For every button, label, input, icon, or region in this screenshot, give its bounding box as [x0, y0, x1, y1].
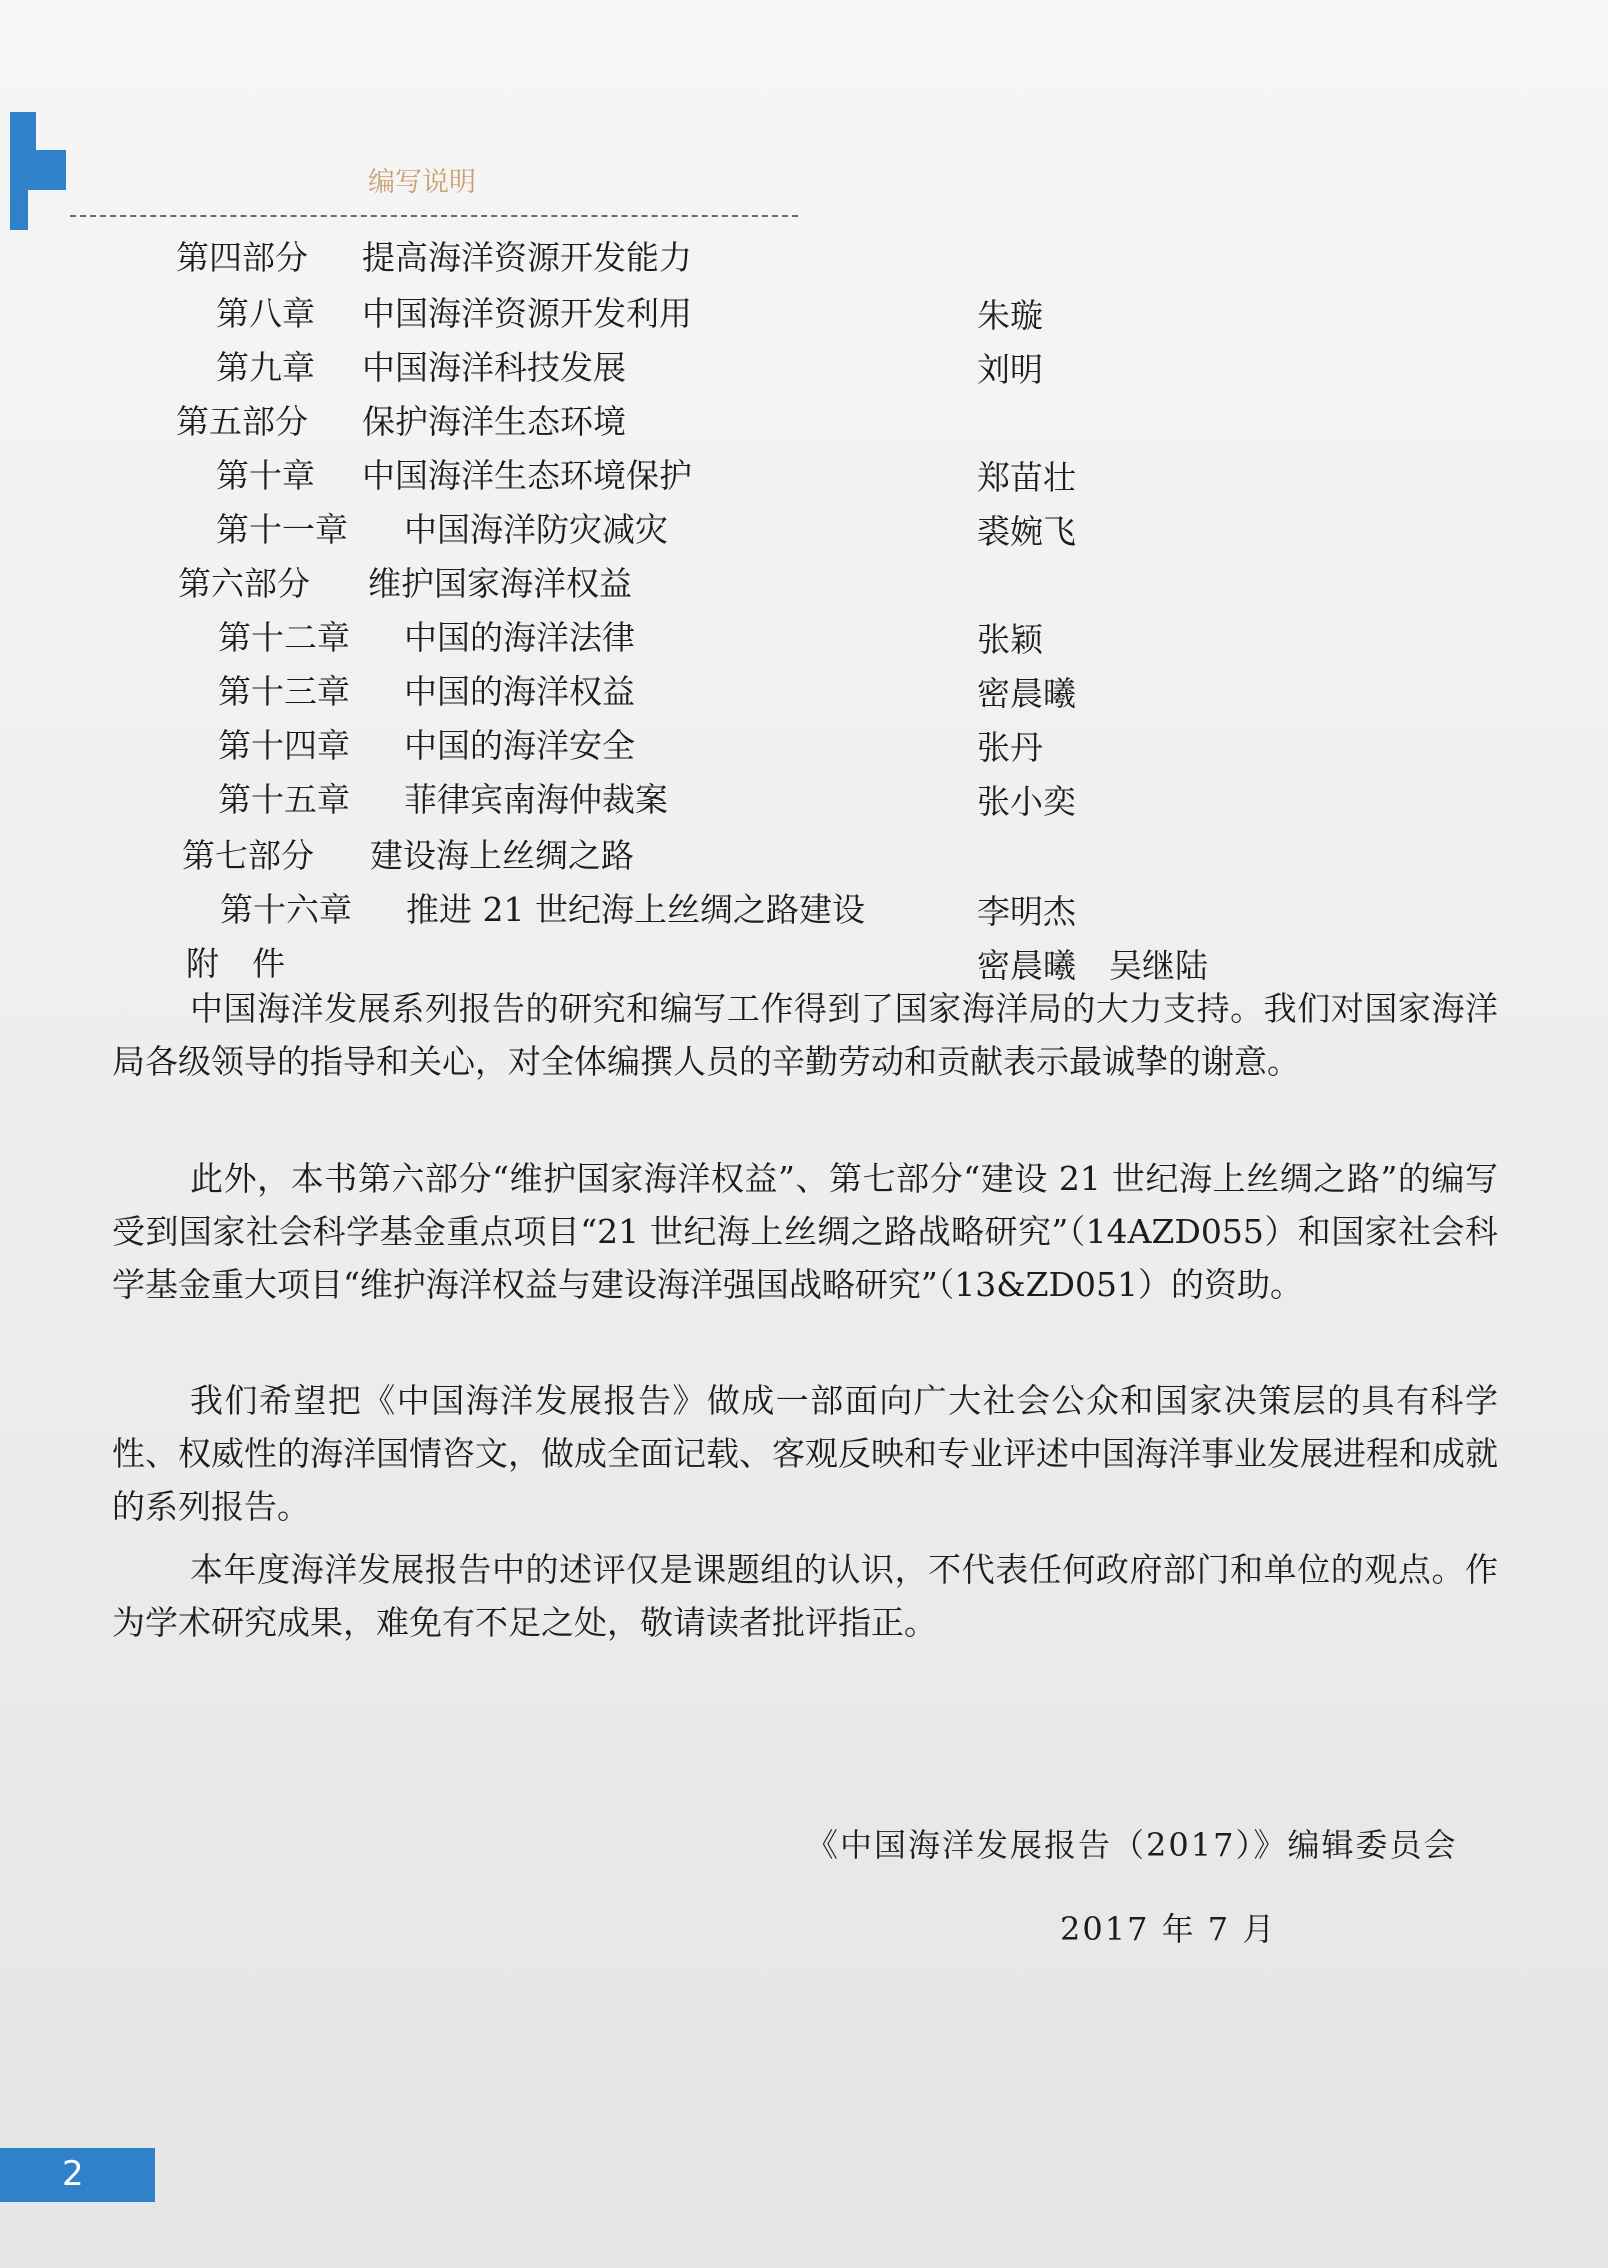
toc-part-number: 第七部分 — [182, 836, 314, 875]
toc-chapter-number: 第八章 — [216, 294, 315, 333]
body-paragraph: 我们希望把《中国海洋发展报告》做成一部面向广大社会公众和国家决策层的具有科学性、权威性的海洋国情咨文，做成全面记载、客观反映和专业评述中国海洋事业发展进程和成就的系列报告。 — [112, 1381, 1498, 1526]
toc-appendix-label: 附 件 — [186, 944, 285, 983]
toc-part-number: 第五部分 — [176, 402, 308, 441]
editorial-committee-signature: 《中国海洋发展报告（2017）》编辑委员会 — [806, 1826, 1458, 1864]
toc-chapter-title: 中国海洋防灾减灾 — [404, 510, 668, 549]
toc-chapter-number: 第九章 — [216, 348, 315, 387]
toc-chapter-title: 菲律宾南海仲裁案 — [404, 780, 668, 819]
toc-chapter-author: 朱璇 — [977, 296, 1043, 335]
header-divider — [70, 215, 798, 217]
toc-chapter-author: 张颖 — [977, 620, 1043, 659]
toc-part-number: 第四部分 — [176, 238, 308, 277]
body-paragraph: 中国海洋发展系列报告的研究和编写工作得到了国家海洋局的大力支持。我们对国家海洋局各级领导的指导和关心，对全体编撰人员的辛勤劳动和贡献表示最诚挚的谢意。 — [112, 989, 1498, 1081]
toc-chapter-number: 第十一章 — [216, 510, 348, 549]
toc-chapter-title: 中国的海洋安全 — [404, 726, 635, 765]
toc-chapter-author: 张小奕 — [977, 782, 1076, 821]
toc-chapter-author: 郑苗壮 — [977, 458, 1076, 497]
signature-date: 2017 年 7 月 — [1060, 1910, 1277, 1948]
toc-chapter-title: 中国的海洋法律 — [404, 618, 635, 657]
toc-chapter-number: 第十四章 — [218, 726, 350, 765]
toc-chapter-author: 李明杰 — [977, 892, 1076, 931]
toc-part-title: 维护国家海洋权益 — [368, 564, 632, 603]
toc-chapter-author: 密晨曦 — [977, 674, 1076, 713]
corner-decoration-bottom — [10, 190, 28, 230]
toc-part-title: 建设海上丝绸之路 — [370, 836, 634, 875]
corner-decoration-mid — [10, 150, 66, 190]
toc-chapter-number: 第十六章 — [220, 890, 352, 929]
body-paragraph: 本年度海洋发展报告中的述评仅是课题组的认识，不代表任何政府部门和单位的观点。作为学术研究成果，难免有不足之处，敬请读者批评指正。 — [112, 1550, 1498, 1642]
toc-chapter-number: 第十章 — [216, 456, 315, 495]
toc-chapter-title: 中国海洋资源开发利用 — [362, 294, 692, 333]
toc-chapter-author: 裘婉飞 — [977, 512, 1076, 551]
toc-chapter-title: 中国海洋科技发展 — [362, 348, 626, 387]
toc-chapter-author: 刘明 — [977, 350, 1043, 389]
toc-part-title: 保护海洋生态环境 — [362, 402, 626, 441]
toc-chapter-number: 第十三章 — [218, 672, 350, 711]
toc-chapter-title: 中国的海洋权益 — [404, 672, 635, 711]
toc-appendix-authors: 密晨曦 吴继陆 — [977, 946, 1208, 985]
page-number: 2 — [62, 2154, 84, 2194]
toc-part-title: 提高海洋资源开发能力 — [362, 238, 692, 277]
toc-chapter-author: 张丹 — [977, 728, 1043, 767]
toc-chapter-title: 中国海洋生态环境保护 — [362, 456, 692, 495]
toc-chapter-number: 第十五章 — [218, 780, 350, 819]
toc-chapter-number: 第十二章 — [218, 618, 350, 657]
running-header: 编写说明 — [368, 167, 476, 198]
body-paragraph: 此外，本书第六部分“维护国家海洋权益”、第七部分“建设 21 世纪海上丝绸之路”的编写受到国家社会科学基金重点项目“21 世纪海上丝绸之路战略研究”（14AZD055）和国家社会科学基金重大项目“维护海洋权益与建设海洋强国战略研究”（13&ZD051）的资助。 — [112, 1159, 1498, 1304]
toc-part-number: 第六部分 — [178, 564, 310, 603]
toc-chapter-title: 推进 21 世纪海上丝绸之路建设 — [406, 890, 865, 929]
